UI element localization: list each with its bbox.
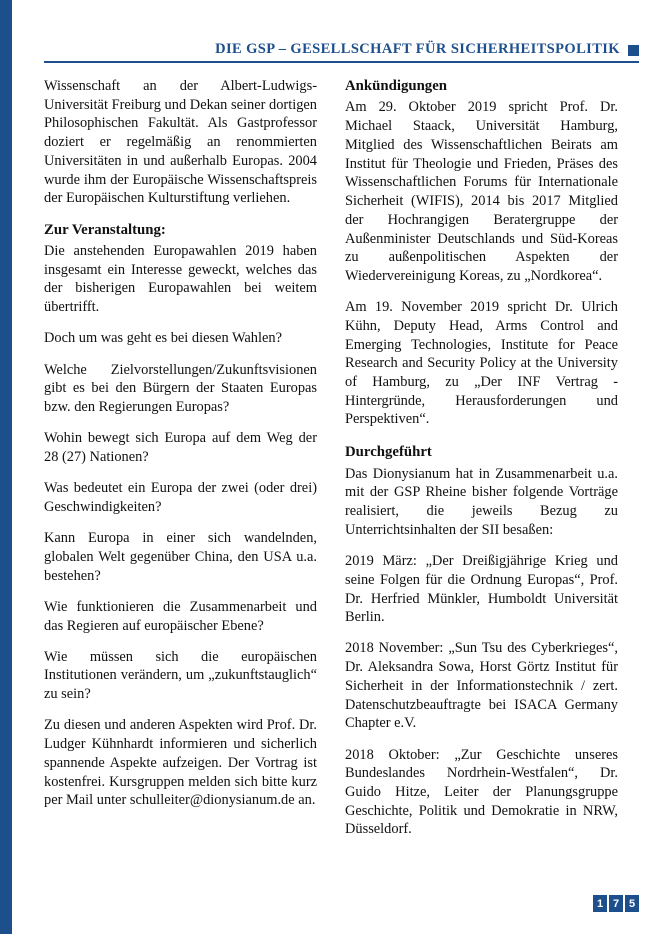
left-column [44, 77, 317, 877]
page-header [44, 28, 639, 63]
right-column [345, 77, 618, 877]
subheading-announcements: Ankündigungen [345, 78, 447, 94]
paragraph: Am 19. November 2019 spricht Dr. Ulrich Kühn, Deputy Head, Arms Control and Emerging Technologies, Institute for Peace Research and Security Policy at the University of Hamburg, zu „Der INF Vertrag - Hintergründe, Herausforderungen und Perspektiven“. [345, 299, 618, 428]
header-square-icon [628, 45, 639, 56]
subheading-event: Zur Veranstaltung: [44, 221, 166, 238]
text-columns [44, 77, 639, 877]
paragraph: Welche Zielvorstellungen/Zukunftsvisionen gibt es bei den Bürgern der Staaten Europas bzw. den Regierungen Europas? [44, 361, 317, 416]
page-number-digit: 5 [625, 895, 639, 912]
header-title: DIE GSP – GESELLSCHAFT FÜR SICHERHEITSPOLITIK [215, 41, 620, 57]
paragraph: Am 29. Oktober 2019 spricht Prof. Dr. Michael Staack, Universität Hamburg, Mitglied des Wissenschaftlichen Beirats am Institut für Theologie und Frieden, Präses des Wissenschaftlichen Forums für Internationale Sicherheit (WIFIS), 2014 bis 2017 Mitglied der Hochrangigen Beratergruppe der Außenminister Deutschlands und Süd-Koreas zu außenpolitischen Aspekten der Wiedervereinigung Koreas, zu „Nordkorea“. [345, 99, 618, 284]
page-number-digit: 7 [609, 895, 623, 912]
paragraph: Zu diesen und anderen Aspekten wird Prof. Dr. Ludger Kühnhardt informieren und sicherlich spannende Aspekte aufzeigen. Der Vortrag ist kostenfrei. Kursgruppen melden sich bitte kurz per Mail unter schulleiter@dionysianum.de an. [44, 717, 317, 809]
paragraph: 2018 November: „Sun Tsu des Cyberkrieges“, Dr. Aleksandra Sowa, Horst Görtz Institut für Sicherheit in der Informationstechnik / zert. Datenschutzbeauftragte bei ISACA Germany Chapter e.V. [345, 640, 618, 732]
page-number [593, 895, 639, 912]
paragraph: Wie müssen sich die europäischen Institutionen verändern, um „zukunftstauglich“ zu sein? [44, 648, 317, 703]
paragraph: Kann Europa in einer sich wandelnden, globalen Welt gegenüber China, den USA u.a. bestehen? [44, 530, 317, 584]
paragraph: Das Dionysianum hat in Zusammenarbeit u.a. mit der GSP Rheine bisher folgende Vorträge realisiert, die jeweils Bezug zu Unterrichtsinhalten der SII besaßen: [345, 465, 618, 538]
paragraph: Wie funktionieren die Zusammenarbeit und das Regieren auf europäischer Ebene? [44, 598, 317, 634]
paragraph: 2019 März: „Der Dreißigjährige Krieg und seine Folgen für die Ordnung Europas“, Prof. Dr. Herfried Münkler, Humboldt Universität Berlin. [345, 553, 618, 626]
paragraph: Wohin bewegt sich Europa auf dem Weg der 28 (27) Nationen? [44, 430, 317, 465]
paragraph: 2018 Oktober: „Zur Geschichte unseres Bundeslandes Nordrhein-Westfalen“, Dr. Guido Hitze, Leiter der Planungsgruppe Geschichte, Politik und Demokratie in NRW, Düsseldorf. [345, 746, 618, 838]
paragraph: Wissenschaft an der Albert-Ludwigs-Universität Freiburg und Dekan seiner dortigen Philosophischen Fakultät. Als Gastprofessor doziert er regelmäßig an renommierten Universitäten in und außerhalb Europas. 2004 wurde ihm der Europäische Wissenschaftspreis der Europäischen Kulturstiftung verliehen. [44, 78, 317, 207]
page-content [44, 28, 639, 912]
paragraph: Die anstehenden Europawahlen 2019 haben insgesamt ein Interesse geweckt, welches das der bisherigen Europawahlen bei weitem übertrifft. [44, 243, 317, 316]
paragraph: Was bedeutet ein Europa der zwei (oder drei) Geschwindigkeiten? [44, 480, 317, 515]
subheading-completed: Durchgeführt [345, 444, 432, 461]
page-number-digit: 1 [593, 895, 607, 912]
paragraph: Doch um was geht es bei diesen Wahlen? [44, 330, 282, 347]
